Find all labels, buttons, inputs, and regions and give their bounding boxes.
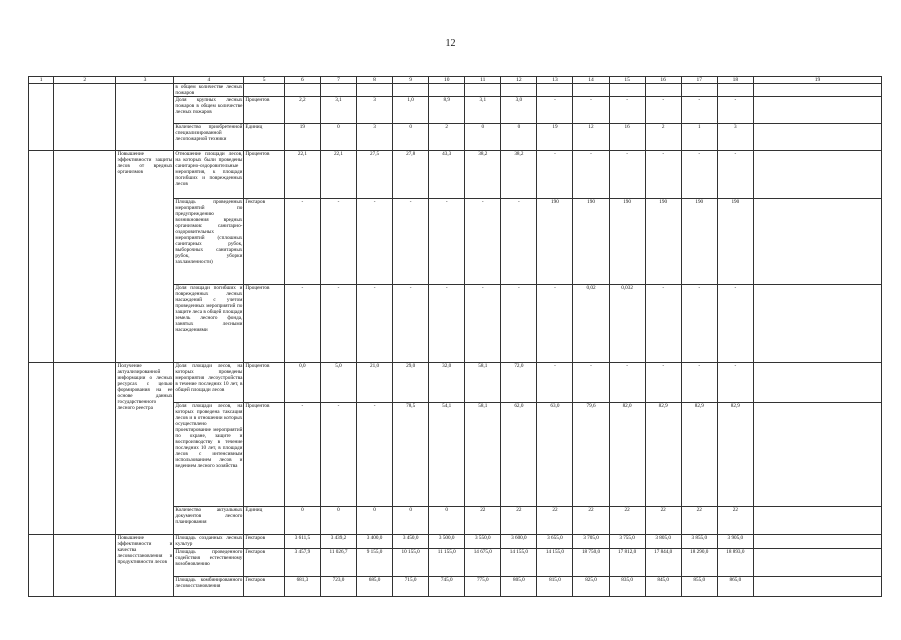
value-cell: - [357,403,393,507]
value-cell: 190 [681,199,717,285]
indicator-cell: Количество приобретенной специализированной лесопожарной техники [174,124,244,151]
value-cell: 3 805,0 [645,535,681,549]
value-cell: - [645,285,681,363]
value-cell: 3 [717,124,753,151]
value-cell: 745,0 [429,577,465,597]
value-cell: 22 [501,507,537,535]
value-cell: - [681,97,717,124]
column-number-row [29,77,882,84]
value-cell: 3,0 [501,97,537,124]
task-cell: Повышение эффективности и качества лесовосстановления и продуктивности лесов [116,535,174,597]
col-19-cell [753,124,881,151]
value-cell: 0,032 [609,285,645,363]
value-cell: 3 705,0 [573,535,609,549]
value-cell: 190 [609,199,645,285]
value-cell: - [681,151,717,199]
task-cell [116,84,174,151]
col-19-cell [753,403,881,507]
value-cell: 0 [320,124,356,151]
value-cell: 865,0 [717,577,753,597]
value-cell: 10 155,0 [393,549,429,577]
column-header: 12 [501,77,537,84]
value-cell [393,84,429,97]
value-cell: 0 [501,124,537,151]
column-header: 7 [320,77,356,84]
value-cell: 17 812,0 [609,549,645,577]
value-cell: - [645,151,681,199]
value-cell: 2 [429,124,465,151]
value-cell: 715,0 [393,577,429,597]
col-2-cell [54,535,116,597]
col-1-cell [29,84,54,151]
col-19-cell [753,577,881,597]
value-cell: 27,8 [393,151,429,199]
indicator-cell: Доля крупных лесных пожаров в общем количестве лесных пожаров [174,97,244,124]
column-header: 5 [244,77,284,84]
column-header: 16 [645,77,681,84]
value-cell [284,84,320,97]
value-cell: 14 155,0 [501,549,537,577]
value-cell: 19 [537,124,573,151]
unit-cell [244,84,284,97]
col-19-cell [753,363,881,403]
col-19-cell [753,285,881,363]
indicator-cell: Отношение площади лесов, на которых были проведены санитарно-оздоровительные мероприятия, к площади погибших и поврежденных лесов [174,151,244,199]
value-cell: - [465,199,501,285]
unit-cell: Гектаров [244,199,284,285]
value-cell: 835,0 [609,577,645,597]
col-2-cell [54,84,116,151]
unit-cell: Процентов [244,363,284,403]
column-header: 3 [116,77,174,84]
value-cell: 681,3 [284,577,320,597]
value-cell: 2 [645,124,681,151]
column-header: 2 [54,77,116,84]
value-cell: 845,0 [645,577,681,597]
value-cell: 3 500,0 [429,535,465,549]
value-cell: 27,5 [357,151,393,199]
value-cell: 685,0 [357,577,393,597]
value-cell: 3 [357,97,393,124]
value-cell: 29,0 [393,363,429,403]
value-cell: 1,0 [393,97,429,124]
value-cell: - [609,363,645,403]
value-cell: 723,0 [320,577,356,597]
unit-cell: Единиц [244,507,284,535]
value-cell: 9 155,0 [357,549,393,577]
column-header: 17 [681,77,717,84]
value-cell: 190 [537,199,573,285]
col-19-cell [753,84,881,97]
column-header: 4 [174,77,244,84]
column-header: 10 [429,77,465,84]
value-cell [717,84,753,97]
value-cell: 3 600,0 [501,535,537,549]
task-cell: Повышение эффективности защиты лесов от вредных организмов [116,151,174,363]
value-cell: 190 [645,199,681,285]
value-cell: 3 905,0 [717,535,753,549]
value-cell: 78,5 [393,403,429,507]
col-1-cell [29,363,54,535]
value-cell: 17 844,0 [645,549,681,577]
task-cell: Получение актуализированной информации о лесных ресурсах с целью формирования на ее основе данных государственного лесного реестра [116,363,174,535]
indicator-cell: в общем количестве лесных пожаров [175,84,243,96]
indicator-cell: Площадь комбинированного лесовосстановления [174,577,244,597]
value-cell [465,84,501,97]
value-cell: 82,0 [609,403,645,507]
column-header: 15 [609,77,645,84]
value-cell: 54,1 [429,403,465,507]
indicator-cell: Количество актуальных документов лесного планирования [174,507,244,535]
value-cell: - [320,403,356,507]
value-cell: 22 [573,507,609,535]
value-cell: 1 [681,124,717,151]
value-cell: 63,0 [537,403,573,507]
unit-cell: Процентов [244,151,284,199]
value-cell: 11 026,7 [320,549,356,577]
value-cell: 22 [717,507,753,535]
indicator-cell: Площадь созданных лесных культур [175,535,243,547]
value-cell: - [717,285,753,363]
unit-cell: Процентов [244,403,284,507]
value-cell: 22,1 [284,151,320,199]
col-19-cell [753,535,881,549]
value-cell: - [429,285,465,363]
col-1-cell [29,535,54,597]
unit-cell: Гектаров [244,577,284,597]
value-cell: - [284,403,320,507]
value-cell: 8,9 [429,97,465,124]
value-cell: 3 450,0 [393,535,429,549]
value-cell: 21,0 [357,363,393,403]
indicator-cell: Доля площади погибших и поврежденных лесных насаждений с учетом проведенных мероприятий по защите леса в общей площади земель лесного фонда, занятых лесными насаждениями [174,285,244,363]
value-cell: 2,2 [284,97,320,124]
value-cell: - [537,363,573,403]
value-cell: - [609,97,645,124]
value-cell: 22 [465,507,501,535]
value-cell: 0 [284,507,320,535]
value-cell: - [645,363,681,403]
indicator-cell: Площадь проведенного содействия естественному возобновлению [174,549,244,577]
value-cell: - [429,199,465,285]
value-cell: 3 655,0 [537,535,573,549]
value-cell: - [573,151,609,199]
value-cell: 0,02 [573,285,609,363]
value-cell: 11 155,0 [429,549,465,577]
value-cell: - [609,151,645,199]
value-cell: 22 [537,507,573,535]
value-cell [501,84,537,97]
value-cell: - [284,199,320,285]
value-cell: 22,1 [320,151,356,199]
column-header: 19 [753,77,881,84]
value-cell: 62,0 [501,403,537,507]
value-cell: 815,0 [537,577,573,597]
value-cell: - [717,97,753,124]
value-cell: - [717,363,753,403]
value-cell: 3,1 [320,97,356,124]
value-cell: 22 [645,507,681,535]
value-cell: 12 [573,124,609,151]
value-cell: - [393,285,429,363]
indicator-cell: Доля площади лесов, на которых проведена таксация лесов и в отношении которых осуществлено проектирование мероприятий по охране, защите и воспроизводству в течение последних 10 лет, в площади лесов с интенсивным использованием лесов и ведением лесного хозяйства [174,403,244,507]
column-header: 14 [573,77,609,84]
value-cell: - [357,199,393,285]
value-cell: 3 855,0 [681,535,717,549]
value-cell: 82,9 [645,403,681,507]
value-cell: 0 [465,124,501,151]
col-19-cell [753,199,881,285]
value-cell: - [681,363,717,403]
value-cell: - [501,285,537,363]
col-19-cell [753,507,881,535]
value-cell: 0 [357,507,393,535]
value-cell: 0 [320,507,356,535]
table-row [29,84,882,97]
table-row [29,151,882,199]
value-cell: 82,9 [717,403,753,507]
value-cell: - [717,151,753,199]
value-cell: 3 457,9 [284,549,320,577]
value-cell: 18 893,0 [717,549,753,577]
value-cell: - [357,285,393,363]
table-row [29,535,882,549]
value-cell: 3 400,0 [357,535,393,549]
table-row [29,363,882,403]
indicator-cell: Доля площади лесов, на которых проведены мероприятия лесоустройства в течение последних 10 лет, в общей площади лесов [174,363,244,403]
column-header: 11 [465,77,501,84]
value-cell: 38,2 [465,151,501,199]
column-header: 13 [537,77,573,84]
value-cell: 3 755,0 [609,535,645,549]
column-header: 6 [284,77,320,84]
value-cell: - [537,151,573,199]
column-header: 8 [357,77,393,84]
value-cell: 190 [573,199,609,285]
value-cell: 0 [393,124,429,151]
value-cell: - [393,199,429,285]
unit-cell: Гектаров [244,535,284,549]
value-cell: 18 750,0 [573,549,609,577]
unit-cell: Единиц [244,124,284,151]
value-cell: 14 675,0 [465,549,501,577]
value-cell: 14 155,0 [537,549,573,577]
value-cell: - [501,199,537,285]
value-cell: 22 [681,507,717,535]
value-cell: - [573,363,609,403]
value-cell [429,84,465,97]
value-cell: 72,0 [501,363,537,403]
value-cell: - [537,285,573,363]
value-cell: - [320,285,356,363]
value-cell [320,84,356,97]
indicator-cell: Площадь проведенных мероприятий по предупреждению возникновения вредных организмов: санитарно-оздоровительных мероприятий (сплошных санитарных рубок, выборочных санитарных рубок, уборки захламленности) [174,199,244,285]
value-cell: 38,2 [501,151,537,199]
value-cell: 18 290,0 [681,549,717,577]
value-cell: 82,9 [681,403,717,507]
value-cell [573,84,609,97]
value-cell: 58,1 [465,403,501,507]
value-cell: 3 [357,124,393,151]
value-cell: 775,0 [465,577,501,597]
col-2-cell [54,151,116,363]
value-cell: 855,0 [681,577,717,597]
value-cell: 3 611,5 [284,535,320,549]
value-cell: 16 [609,124,645,151]
value-cell: 825,0 [573,577,609,597]
col-2-cell [54,363,116,535]
col-19-cell [753,151,881,199]
value-cell [681,84,717,97]
value-cell: - [645,97,681,124]
col-1-cell [29,151,54,363]
value-cell: 43,3 [429,151,465,199]
value-cell [609,84,645,97]
col-19-cell [753,549,881,577]
value-cell: - [681,285,717,363]
value-cell: 3 550,0 [465,535,501,549]
value-cell: - [537,97,573,124]
value-cell: - [465,285,501,363]
value-cell: 32,0 [429,363,465,403]
value-cell [357,84,393,97]
indicators-table [28,76,882,597]
value-cell: 0 [429,507,465,535]
value-cell: - [284,285,320,363]
value-cell: - [320,199,356,285]
value-cell: - [573,97,609,124]
unit-cell: Гектаров [244,549,284,577]
value-cell [645,84,681,97]
value-cell: 58,1 [465,363,501,403]
column-header: 9 [393,77,429,84]
value-cell: 805,0 [501,577,537,597]
page-number: 12 [445,38,456,49]
unit-cell: Процентов [244,285,284,363]
column-header: 1 [29,77,54,84]
value-cell: 3,1 [465,97,501,124]
value-cell: 79,6 [573,403,609,507]
value-cell [537,84,573,97]
col-19-cell [753,97,881,124]
value-cell: 0,0 [284,363,320,403]
value-cell: 5,0 [320,363,356,403]
unit-cell: Процентов [244,97,284,124]
column-header: 18 [717,77,753,84]
value-cell: 3 439,2 [320,535,356,549]
value-cell: 22 [609,507,645,535]
value-cell: 190 [717,199,753,285]
value-cell: 0 [393,507,429,535]
value-cell: 19 [284,124,320,151]
